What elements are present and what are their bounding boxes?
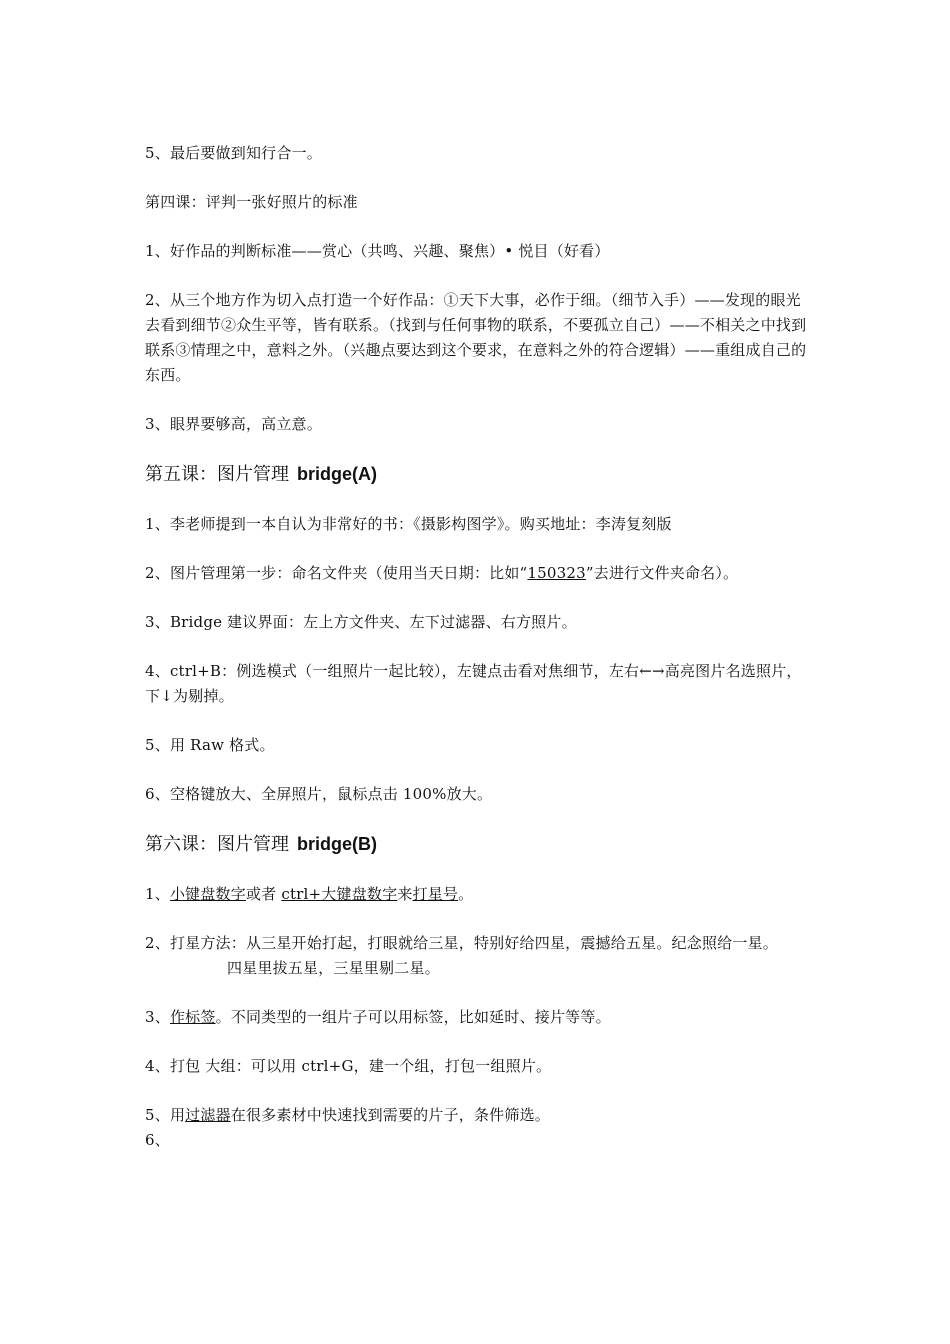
lesson5-item2-date: 150323 <box>527 564 586 582</box>
lesson6-item5-filter: 过滤器 <box>185 1106 231 1124</box>
lesson6-item5 <box>145 1103 810 1128</box>
lesson6-item1-num: 1、 <box>145 885 170 903</box>
lesson5-item2-post: ”去进行文件夹命名）。 <box>585 564 739 582</box>
lesson5-title <box>145 461 810 488</box>
lesson6-item3-rest: 。不同类型的一组片子可以用标签，比如延时、接片等等。 <box>215 1008 611 1026</box>
lesson5-item2 <box>145 561 810 586</box>
lesson6-item5-c: 在很多素材中快速找到需要的片子，条件筛选。 <box>230 1106 550 1124</box>
lesson6-item1 <box>145 882 810 907</box>
lesson4-item1: 1、好作品的判断标准——赏心（共鸣、兴趣、聚焦）• 悦目（好看） <box>145 242 610 260</box>
lesson6-item2-a: 2、打星方法：从三星开始打起，打眼就给三星，特别好给四星，震撼给五星。纪念照给一星。 <box>145 934 778 952</box>
lesson4-item3: 3、眼界要够高，高立意。 <box>145 415 322 433</box>
lesson6-item1-end: 。 <box>458 885 474 903</box>
lesson6-title-en: bridge(B) <box>297 834 377 854</box>
lesson6-item6: 6、 <box>145 1131 170 1149</box>
lesson6-item1-numpad: 小键盘数字 <box>169 885 246 903</box>
lesson6-item2-b: 四星里拔五星，三星里剔二星。 <box>227 959 440 977</box>
lesson6-item3-tag: 作标签 <box>169 1008 216 1026</box>
lesson5-title-cn: 第五课：图片管理 <box>145 464 289 485</box>
lesson6-item1-ctrl: ctrl+大键盘数字 <box>281 885 398 903</box>
lesson6-item2 <box>145 931 810 981</box>
lesson4-title: 第四课：评判一张好照片的标准 <box>145 193 358 211</box>
lesson6-item1-or: 或者 <box>245 885 282 903</box>
lesson5-item2-pre: 2、图片管理第一步：命名文件夹（使用当天日期：比如“ <box>145 564 528 582</box>
lesson6-title <box>145 831 810 858</box>
lesson5-item3: 3、Bridge 建议界面：左上方文件夹、左下过滤器、右方照片。 <box>145 613 577 631</box>
lesson6-title-cn: 第六课：图片管理 <box>145 834 289 855</box>
lesson5-item1: 1、李老师提到一本自认为非常好的书：《摄影构图学》。购买地址：李涛复刻版 <box>145 515 672 533</box>
document-body <box>145 141 810 1153</box>
lesson6-item1-stars: 打星号 <box>412 885 459 903</box>
lesson4-item2: 2、从三个地方作为切入点打造一个好作品：①天下大事，必作于细。（细节入手）——发现的眼光去看到细节②众生平等，皆有联系。（找到与任何事物的联系，不要孤立自己）——不相关之中找到联系③情理之中，意料之外。（兴趣点要达到这个要求，在意料之外的符合逻辑）——重组成自己的东西。 <box>145 291 807 384</box>
lesson5-title-en: bridge(A) <box>297 464 377 484</box>
lesson5-item4: 4、ctrl+B：例选模式（一组照片一起比较），左键点击看对焦细节，左右←→高亮图片名选照片，下↓为剔掉。 <box>145 662 802 705</box>
lesson5-item5: 5、用 Raw 格式。 <box>145 736 275 754</box>
lesson6-item1-to: 来 <box>397 885 413 903</box>
lesson4-prev-item5: 5、最后要做到知行合一。 <box>145 144 322 162</box>
lesson5-item6: 6、空格键放大、全屏照片，鼠标点击 100%放大。 <box>145 785 493 803</box>
lesson6-item5-a: 5、用 <box>145 1106 186 1124</box>
lesson6-item3-num: 3、 <box>145 1008 170 1026</box>
lesson6-item3 <box>145 1005 810 1030</box>
lesson6-item4: 4、打包 大组：可以用 ctrl+G，建一个组，打包一组照片。 <box>145 1057 552 1075</box>
